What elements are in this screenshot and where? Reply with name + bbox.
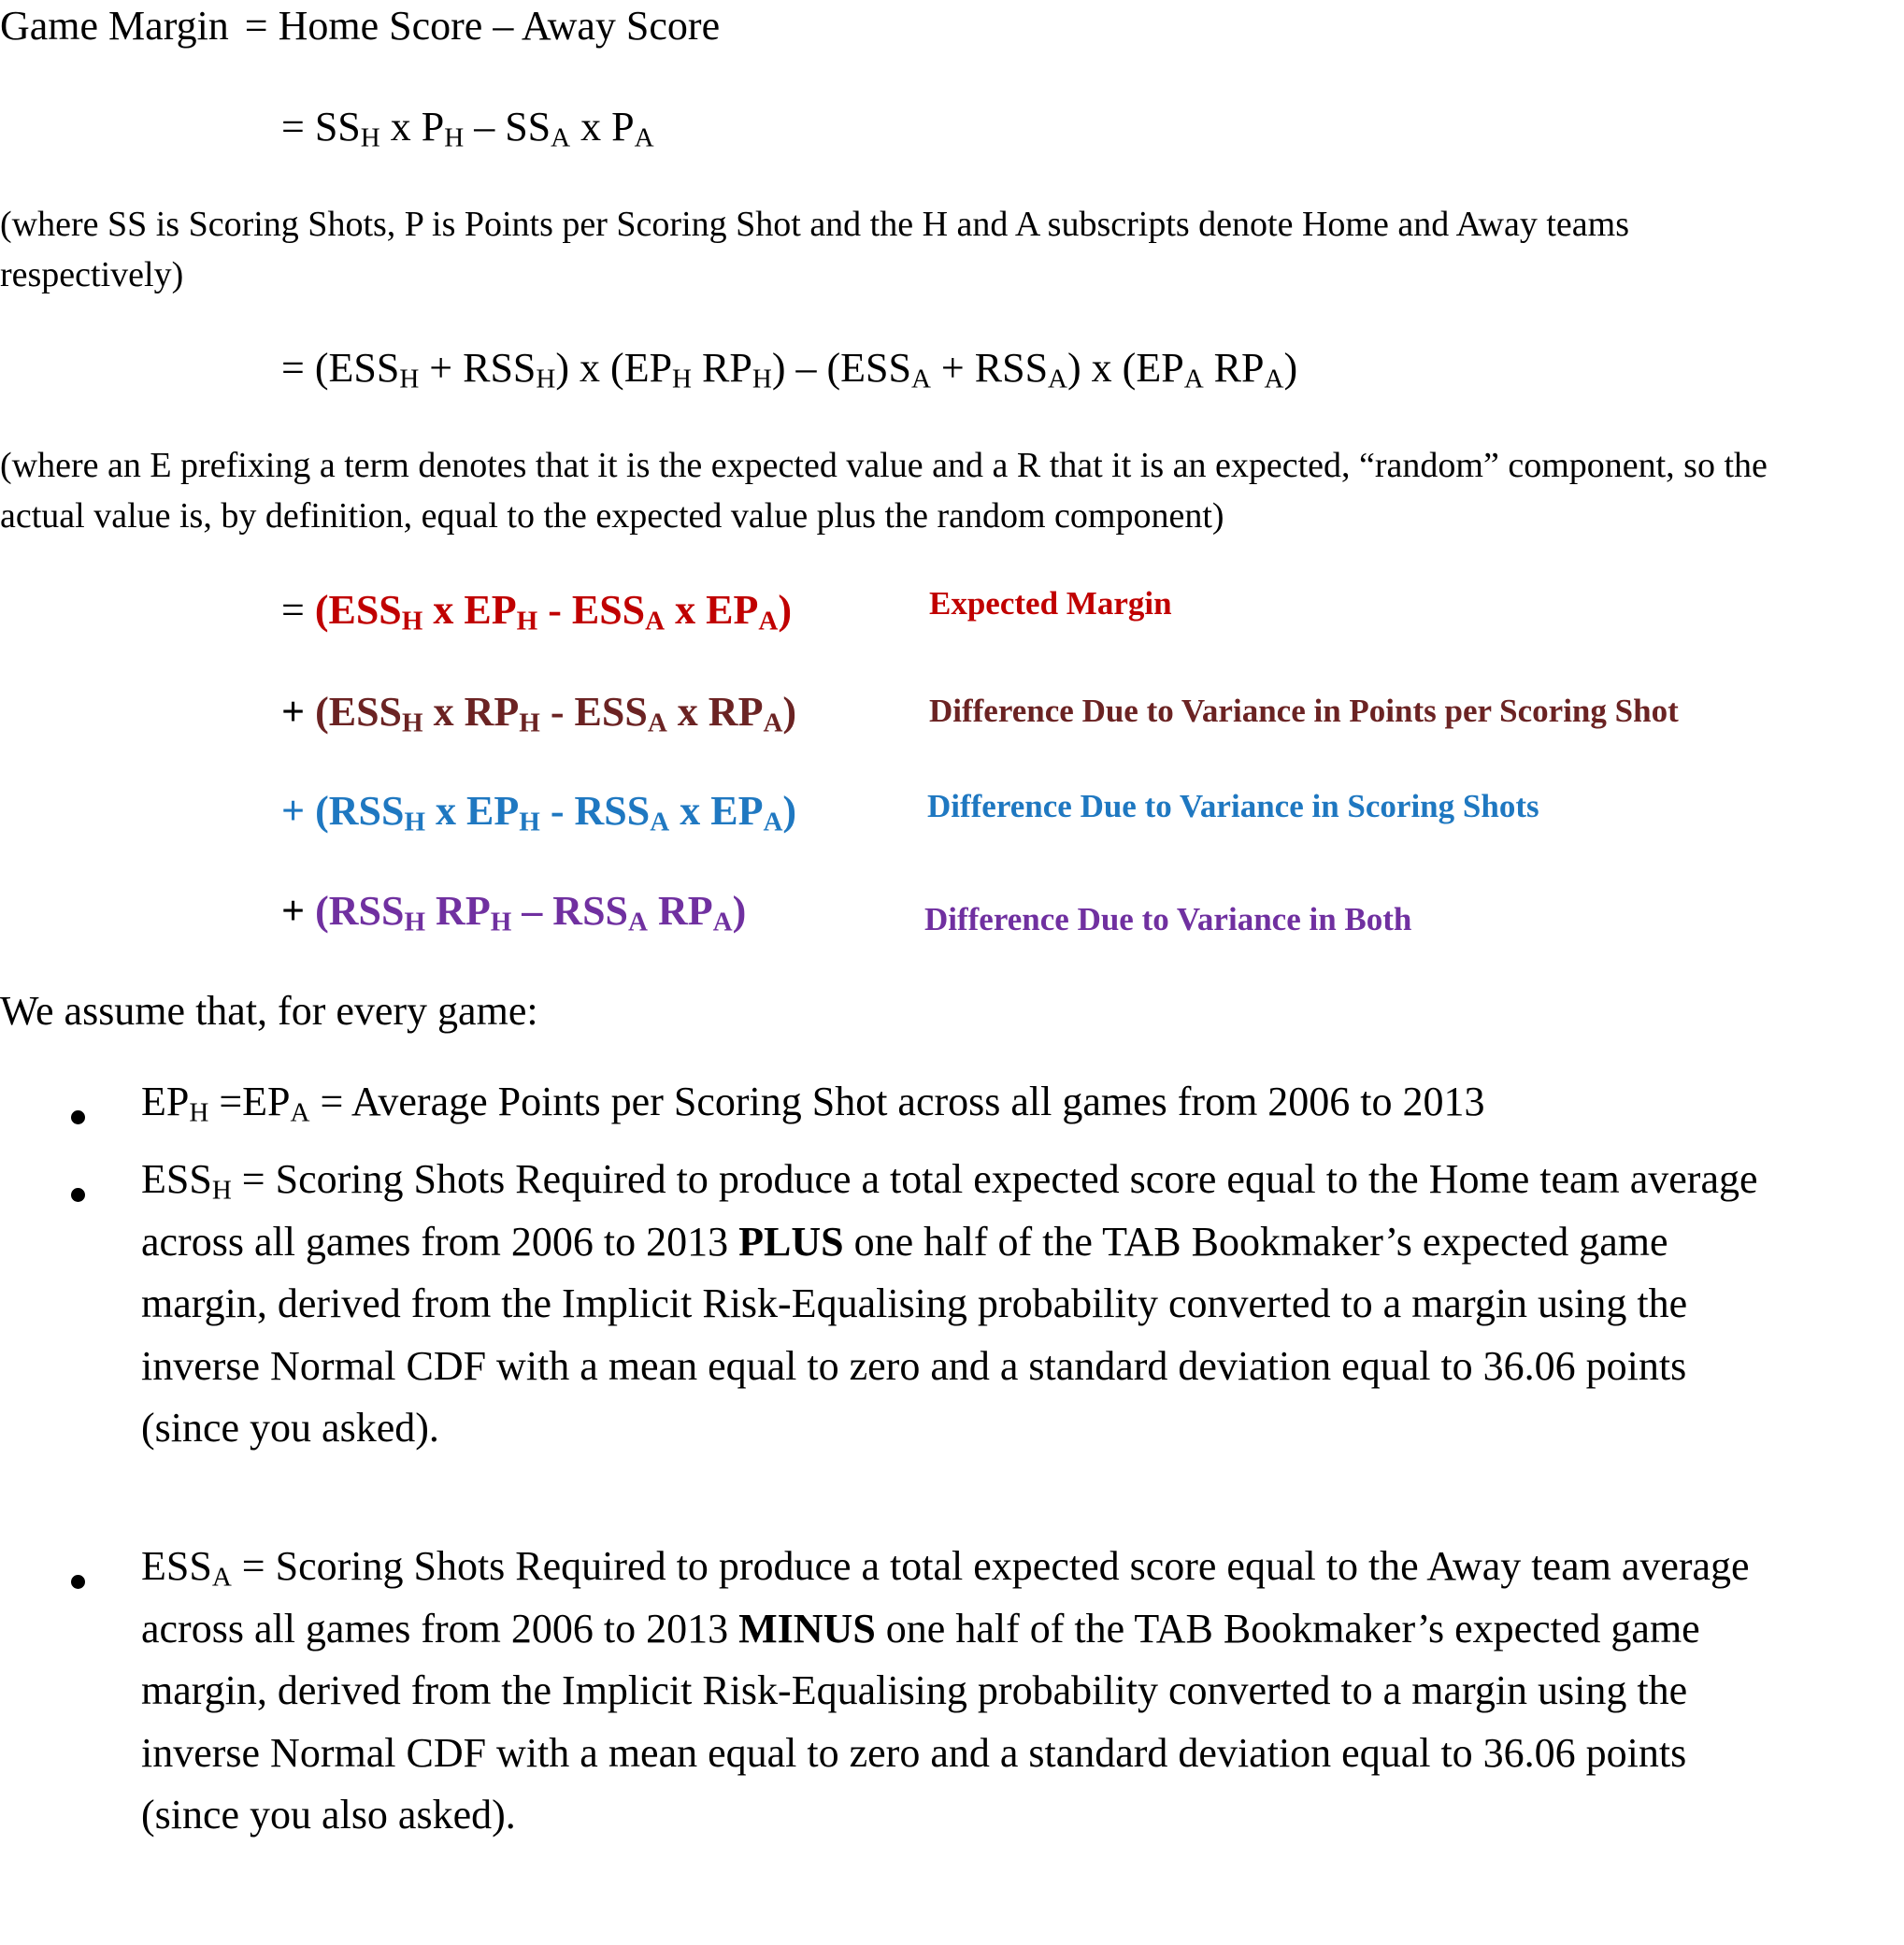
definition-note-1: (where SS is Scoring Shots, P is Points per Scoring Shot and the H and A subscripts denote Home and Away teams respectively) (0, 205, 1629, 294)
bullet-icon (71, 1110, 85, 1124)
shots-variance-label: Difference Due to Variance in Scoring Shots (927, 788, 1539, 824)
assumptions-intro: We assume that, for every game: (0, 988, 538, 1034)
scoring-shots-equation: = $SS_H$ x $P_H - SS_A$ x $P_A$ (281, 104, 654, 153)
game-margin-equation (0, 3, 721, 49)
points-variance-label: Difference Due to Variance in Points per Scoring Shot (929, 693, 1679, 729)
expected-margin-label: Expected Margin (929, 585, 1172, 622)
shots-variance-term: + ($RSS_H$ x $EP_H - RSS_A$ x $EP_A$) (281, 788, 797, 837)
game-margin-definition: = Home Score – Away Score (244, 3, 721, 49)
expanded-equation: = $(ESS_H + RSS_H)$ x ($EP_H$ $RP_H) - (ESS_A + RSS_A)$ x ($EP_A$ $RP_A$) (281, 345, 1298, 394)
expected-margin-term: = ($ESS_H$ x $EP_H - ESS_A$ x $EP_A$) (281, 587, 792, 636)
game-margin-label: Game Margin (0, 3, 229, 49)
definition-note-2: (where an E prefixing a term denotes that it is the expected value and a R that it is an expected, “random” component, so the actual value is, by definition, equal to the expected value plus the random component) (0, 446, 1768, 536)
both-variance-term: + ($RSS_H$ $RP_H - RSS_A$ $RP_A$) (281, 888, 747, 937)
both-variance-label: Difference Due to Variance in Both (924, 901, 1412, 937)
bullet-icon (71, 1188, 85, 1202)
points-variance-term: + ($ESS_H$ x $RP_H - ESS_A$ x $RP_A$) (281, 689, 797, 738)
bullet-icon (71, 1575, 85, 1589)
